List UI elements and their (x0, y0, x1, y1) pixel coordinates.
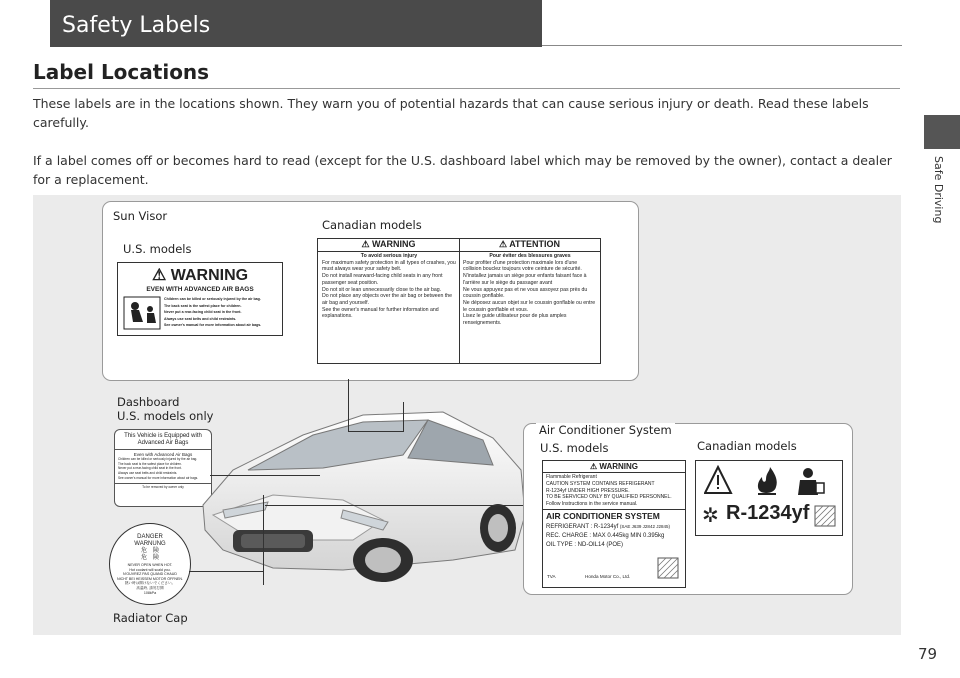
service-technician-icon (798, 468, 824, 495)
ac-us-refrigerant: REFRIGERANT : R-1234yf (546, 523, 619, 530)
chapter-tab (924, 115, 960, 149)
dash-label-line: Children can be killed or seriously injured by the air bag. (118, 457, 198, 461)
ca-visor-en-item: Do not sit or lean unnecessarily close to the air bag. (322, 286, 442, 293)
us-models-label: U.S. models (123, 242, 192, 256)
section-title: Safety Labels (62, 13, 211, 38)
us-visor-item: Always use seat belts and child restraints. (164, 316, 237, 321)
ca-visor-en-header: WARNING (372, 239, 416, 249)
hatched-square-icon (814, 505, 836, 527)
ac-us-sae: (SAE J639 J2842 J2845) (619, 523, 670, 529)
ac-system-callout: Air Conditioner System (536, 423, 675, 437)
ca-visor-en-title: To avoid serious injury (360, 253, 418, 259)
header-rule (542, 45, 902, 46)
radiator-cap-label (109, 523, 191, 605)
ac-us-line: Follow Instructions in the service manual. (546, 501, 638, 508)
ac-us-oil: OIL TYPE : ND-OIL14 (POE) (546, 541, 624, 548)
ac-ca-refrigerant: R-1234yf (726, 502, 810, 524)
ca-visor-en-item: Do not place any objects over the air bag or between the air bag and yourself. (322, 293, 453, 306)
ac-us-line: R-1234yf UNDER HIGH PRESSURE. (546, 487, 630, 494)
dash-label-line: Never put a rear-facing child seat in the front. (118, 466, 182, 471)
ac-us-label (542, 460, 686, 588)
dash-label-title: This Vehicle is Equipped with Advanced Air Bags (124, 433, 202, 446)
car-illustration (193, 410, 533, 585)
ca-visor-fr-item: Pour profiter d'une protection maximale lors d'une collision bouclez toujours votre ceinture de sécurité. (463, 259, 582, 273)
warning-triangle-icon: ⚠ (589, 462, 598, 471)
ca-visor-fr-header: ATTENTION (509, 239, 561, 249)
ca-visor-fr-item: N'installez jamais un siège pour enfants faisant face à l'arrière sur le siège du passager avant (463, 273, 587, 286)
ca-visor-fr-item: Lisez le guide utilisateur pour de plus amples renseignements. (463, 313, 567, 327)
radiator-line: 高温時, 請勿打開 (136, 585, 164, 590)
warning-triangle-icon: ⚠ (361, 239, 370, 249)
ac-us-line: CAUTION SYSTEM CONTAINS REFRIGERANT (546, 480, 655, 487)
canadian-models-label: Canadian models (322, 218, 422, 232)
dash-label-line: See owner's manual for more information about air bags. (118, 475, 199, 480)
dash-label-line: The back seat is the safest place for children. (118, 461, 182, 466)
ac-us-charge: REC. CHARGE : MAX 0.445kg MIN 0.395kg (546, 532, 665, 539)
ca-visor-en-item: For maximum safety protection in all types of crashes, you must always wear your safety belt. (322, 259, 456, 273)
page-number: 79 (918, 645, 938, 663)
heading-rule (33, 88, 900, 89)
ac-us-tva: TVA (547, 574, 556, 579)
sun-visor-box (102, 201, 639, 381)
radiator-pressure: 108kPa (143, 590, 157, 595)
ca-visor-fr-title: Pour éviter des blessures graves (489, 253, 571, 259)
ac-us-maker: Honda Motor Co., Ltd. (585, 574, 631, 579)
us-visor-item: See owner's manual for more information about air bags. (164, 323, 262, 328)
radiator-cap-callout: Radiator Cap (113, 611, 188, 625)
warning-triangle-icon: ⚠ (151, 267, 167, 284)
radiator-line: NICHT BEI HEISSEM MOTOR ÖFFNEN. (117, 576, 183, 581)
dash-label-subtitle: Even with Advanced Air Bags (133, 452, 193, 457)
radiator-jp2: 危 険 (140, 555, 159, 561)
sun-visor-callout: Sun Visor (113, 209, 168, 223)
warning-triangle-icon: ⚠ (498, 239, 508, 249)
caution-triangle-icon (705, 467, 731, 493)
ac-us-line: TO BE SERVICED ONLY BY QUALIFIED PERSONNEL. (546, 494, 672, 501)
dashboard-callout: Dashboard (117, 395, 180, 409)
us-visor-item: Children can be killed or seriously injured by the air bag. (164, 297, 261, 301)
child-seat-icon (123, 296, 161, 330)
ca-visor-fr-item: Ne déposez aucun objet sur le coussin gonflable ou entre le coussin gonflable et vous. (463, 299, 596, 313)
radiator-line: N'OUVREZ PAS QUAND CHAUD (123, 572, 177, 577)
us-visor-item: Never put a rear-facing child seat in the front. (164, 310, 242, 315)
snowflake-icon: ✲ (702, 505, 719, 527)
ac-canadian-models-label: Canadian models (697, 439, 797, 453)
radiator-line: 熱い時は開けないでください。 (124, 581, 176, 586)
chapter-tab-label: Safe Driving (932, 156, 945, 224)
ac-system-box (523, 423, 853, 595)
ca-visor-en-item: Do not install rearward-facing child seats in any front passenger seat position. (322, 273, 443, 286)
us-models-only-callout: U.S. models only (117, 409, 214, 423)
hatched-square-icon (657, 557, 679, 579)
dash-label-footer: To be removed by owner only (142, 484, 184, 489)
canadian-visor-label (317, 238, 601, 364)
radiator-warnung: WARNUNG (134, 541, 166, 547)
ca-visor-en-item: See the owner's manual for further information and explanations. (322, 306, 439, 320)
radiator-line: NEVER OPEN WHEN HOT. (127, 563, 173, 567)
radiator-danger: DANGER (137, 534, 163, 540)
label-locations-illustration (33, 195, 901, 635)
intro-paragraph: These labels are in the locations shown. They warn you of potential hazards that can cause serious injury or death. Read these labels carefully. (33, 96, 869, 130)
radiator-line: Hot coolant will scald you. (129, 567, 171, 572)
ca-visor-fr-item: Ne vous appuyez pas et ne vous assoyez pas près du coussin gonflable. (463, 286, 588, 300)
us-visor-item: The back seat is the safest place for children. (164, 303, 242, 308)
us-visor-subtitle: EVEN WITH ADVANCED AIR BAGS (146, 286, 254, 293)
us-visor-warning: WARNING (170, 267, 249, 284)
radiator-jp1: 危 険 (140, 548, 159, 554)
ac-us-line: Flammable Refrigerant (546, 474, 597, 480)
dash-label-line: Always use seat belts and child restraints. (118, 471, 178, 476)
page-heading: Label Locations (33, 60, 210, 84)
ac-ca-label (695, 460, 843, 536)
ac-us-system-title: AIR CONDITIONER SYSTEM (546, 510, 660, 521)
us-visor-label (117, 262, 283, 336)
flame-icon (758, 467, 777, 495)
ac-us-models-label: U.S. models (540, 441, 609, 455)
replacement-paragraph: If a label comes off or becomes hard to read (except for the U.S. dashboard label which may be removed by the owner), contact a dealer for a replacement. (33, 153, 892, 187)
ac-us-warning: WARNING (599, 462, 639, 471)
